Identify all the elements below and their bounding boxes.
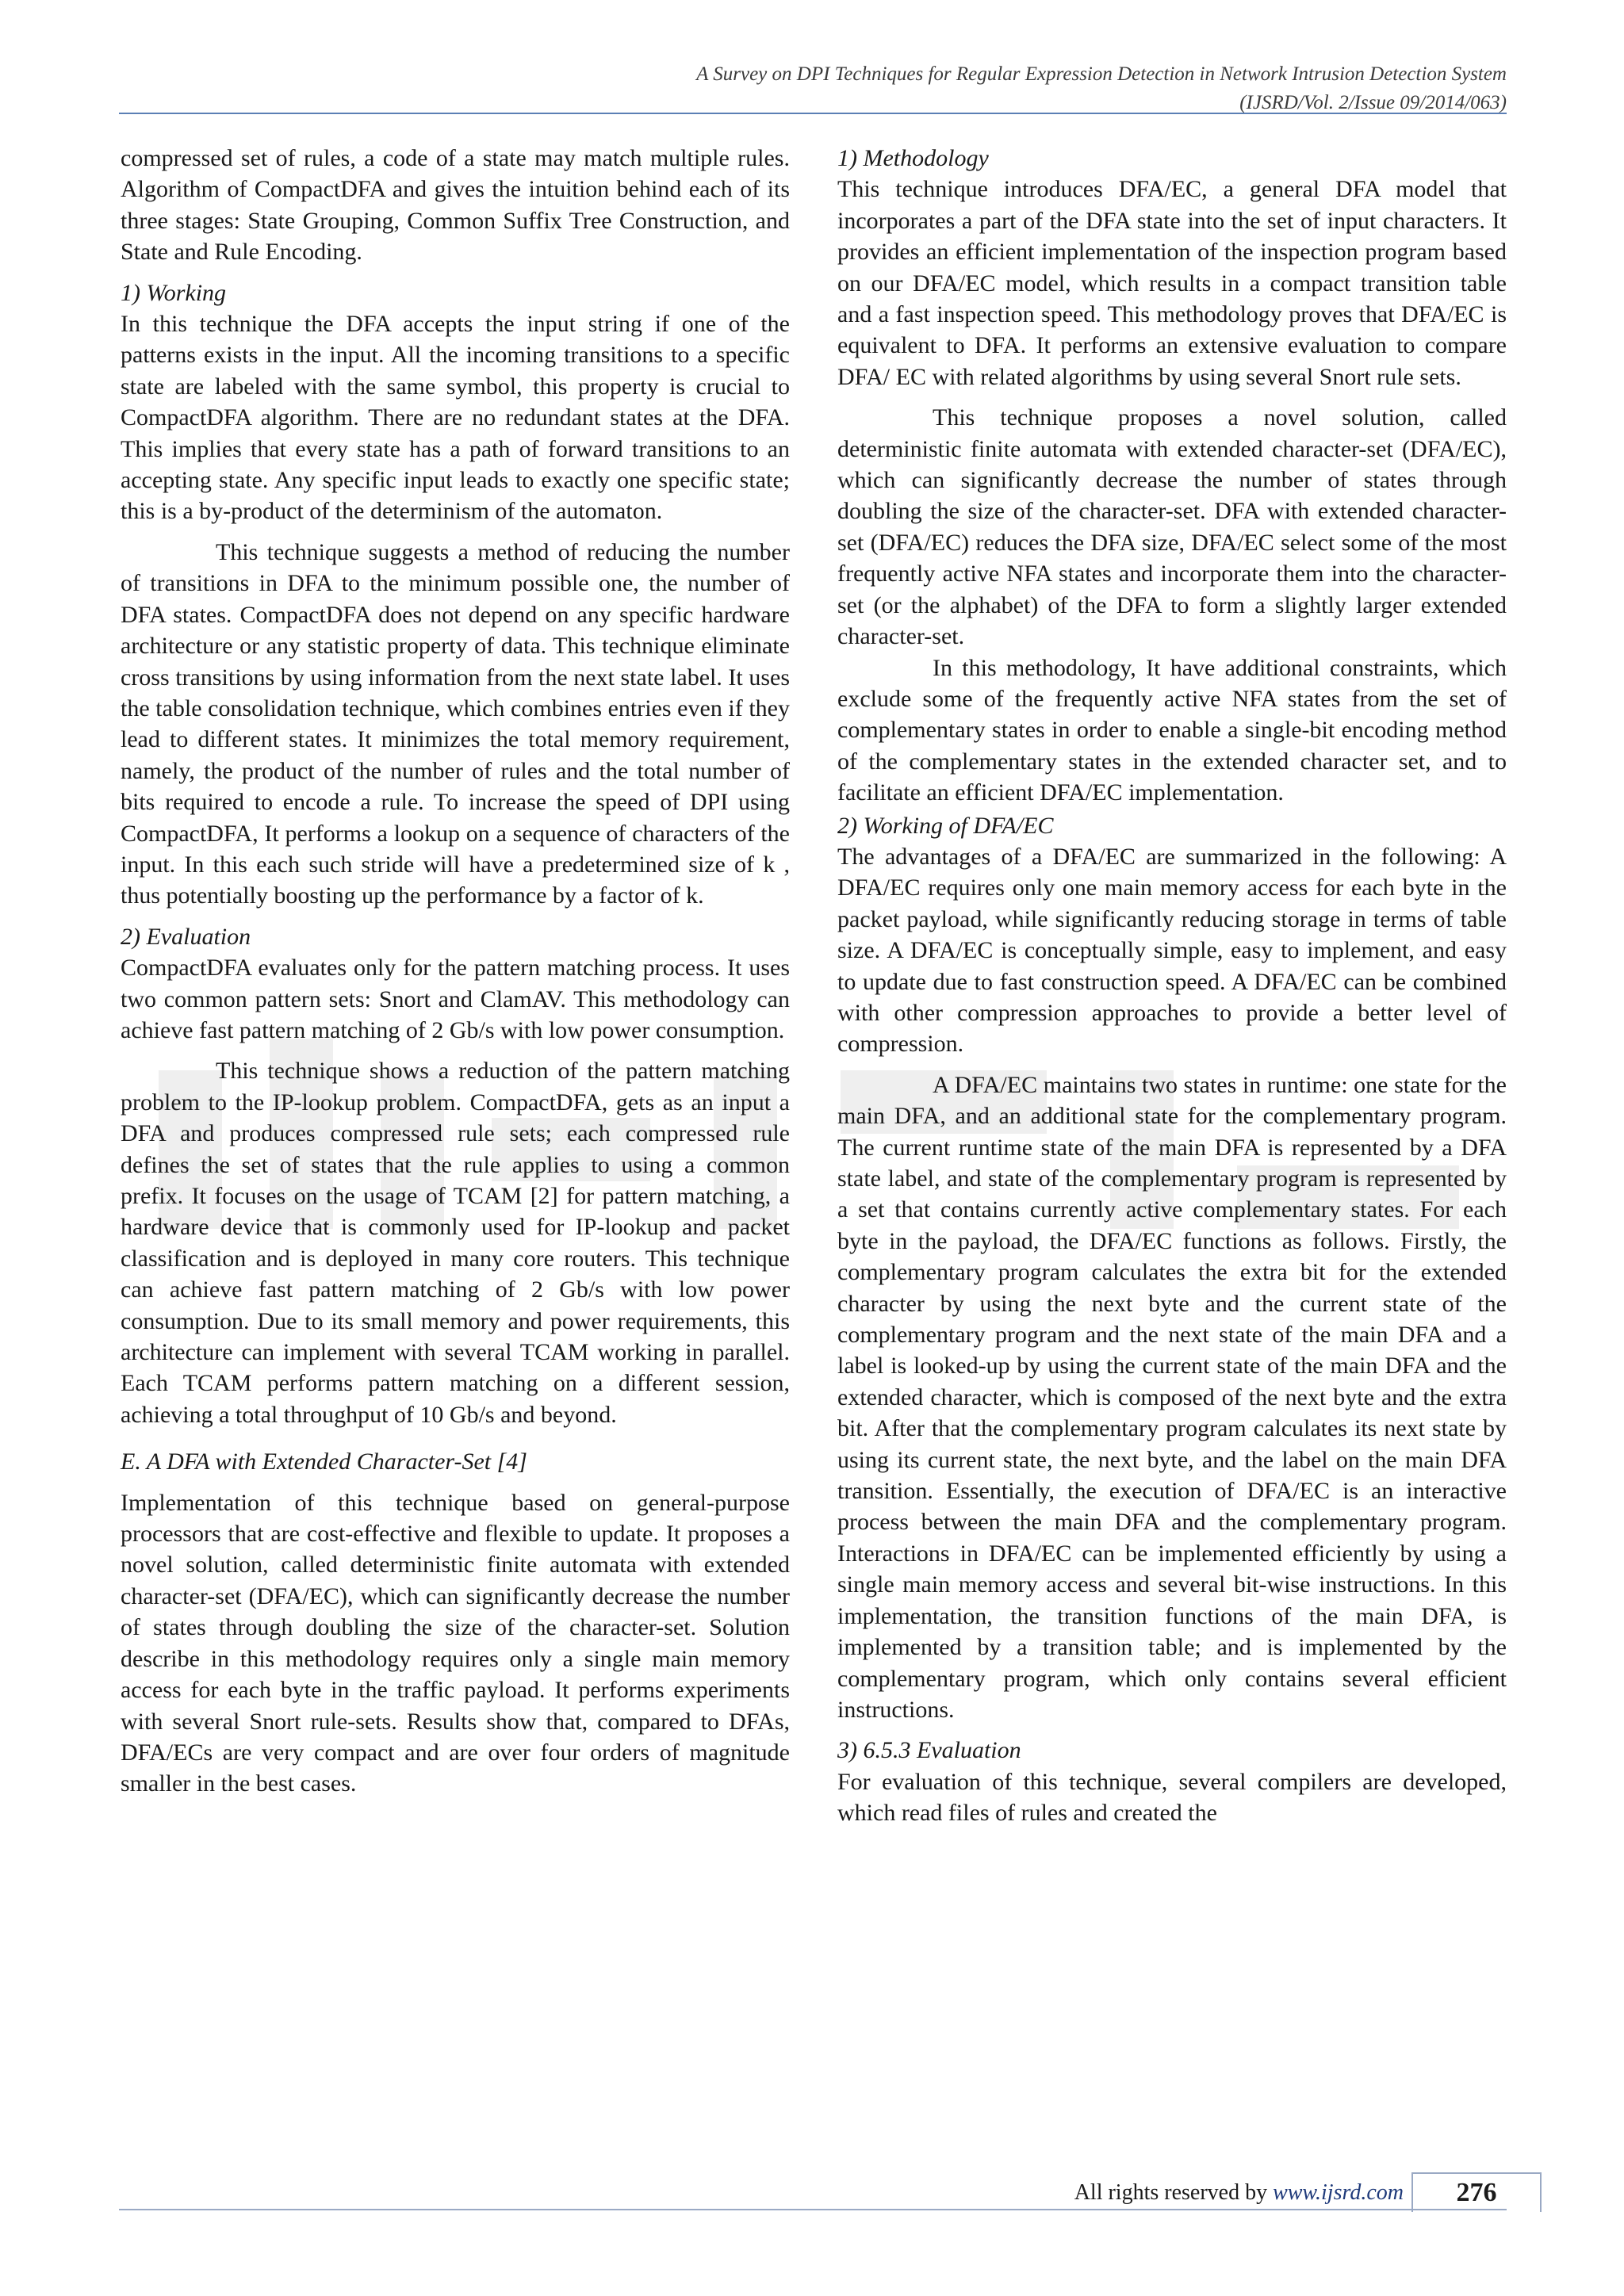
header-title: A Survey on DPI Techniques for Regular Expression Detection in Network Intrusion Detection System (696, 63, 1507, 85)
header-divider (119, 113, 1507, 114)
website-link[interactable]: www.ijsrd.com (1273, 2180, 1404, 2205)
paragraph: A DFA/EC maintains two states in runtime: one state for the main DFA, and an additional state for the complementary program. The current runtime state of the main DFA is represented by a DFA state label, and state of the complementary program is represented by a set that contains currently active complementary states. For each byte in the payload, the DFA/EC functions as follows. Firstly, the complementary program calculates the extra bit for the extended character by using the next byte and the current state of the complementary program and the next state of the main DFA and a label is looked-up by using the current state of the main DFA and the extended character, which is composed of the next byte and the extra bit. After that the complementary program calculates its next state by using its current state, the next byte, and the label on the main DFA transition. Essentially, the execution of DFA/EC is an interactive process between the main DFA and the complementary program. Interactions in DFA/EC can be implemented efficiently by using a single main memory access and several bit-wise instructions. In this implementation, the transition functions of the main DFA, is implemented by a transition table; and is implemented by the complementary program, which only contains several efficient instructions. (837, 1071, 1507, 1723)
paragraph: For evaluation of this technique, several compilers are developed, which read files of rules and created the (837, 1768, 1507, 1827)
footer-divider (119, 2209, 1507, 2210)
paragraph: compressed set of rules, a code of a state may match multiple rules. Algorithm of CompactDFA and gives the intuition behind each of its three stages: State Grouping, Common Suffix Tree Construction, and State and Rule Encoding. (121, 145, 790, 266)
paragraph: In this technique the DFA accepts the input string if one of the patterns exists in the input. All the incoming transitions to a specific state are labeled with the same symbol, this property is crucial to CompactDFA algorithm. There are no redundant states at the DFA. This implies that every state has a path of forward transitions to an accepting state. Any specific input leads to exactly one specific state; this is a by-product of the determinism of the automaton. (121, 311, 790, 525)
header-citation: (IJSRD/Vol. 2/Issue 09/2014/063) (1239, 92, 1507, 113)
subsection-heading-evaluation: 2) Evaluation (121, 923, 251, 950)
paragraph: This technique suggests a method of reducing the number of transitions in DFA to the minimum possible one, the number of DFA states. CompactDFA does not depend on any specific hardware architecture or any statistic property of data. This technique eliminate cross transitions by using information from the next state label. It uses the table consolidation technique, which combines entries even if they lead to different states. It minimizes the total memory requirement, namely, the product of the number of rules and the total number of bits required to encode a rule. To increase the speed of DPI using CompactDFA, It performs a lookup on a sequence of characters of the input. In this each such stride will have a predetermined size of k , thus potentially boosting up the performance by a factor of k. (121, 538, 790, 909)
running-header (119, 60, 1507, 117)
section-heading-dfa-ec: E. A DFA with Extended Character-Set [4] (121, 1448, 527, 1475)
left-column (121, 143, 790, 1809)
subsection-heading-working: 1) Working (121, 279, 227, 306)
paragraph: Implementation of this technique based on general-purpose processors that are cost-effective and flexible to update. It proposes a novel solution, called deterministic finite automata with extended character-set (DFA/EC), which can significantly decrease the number of states through doubling the size of the character-set. Solution describe in this methodology requires only a single main memory access for each byte in the traffic payload. It performs experiments with several Snort rule-sets. Results show that, compared to DFAs, DFA/ECs are very compact and are over four orders of magnitude smaller in the best cases. (121, 1489, 790, 1797)
footer-rights (793, 2179, 1404, 2207)
paragraph: This technique proposes a novel solution, called deterministic finite automata with extended character-set (DFA/EC), which can significantly decrease the number of states through doubling the size of the character-set. DFA with extended character-set (DFA/EC) reduces the DFA size, DFA/EC select some of the most frequently active NFA states and incorporate them into the character-set (or the alphabet) of the DFA to form a slightly larger extended character-set. (837, 404, 1507, 650)
right-column (837, 143, 1507, 1839)
paragraph: In this methodology, It have additional constraints, which exclude some of the frequently active NFA states from the set of complementary states in order to enable a single-bit encoding method of the complementary states in the extended character set, and to facilitate an efficient DFA/EC implementation. (837, 654, 1507, 806)
paragraph: This technique shows a reduction of the pattern matching problem to the IP-lookup problem. CompactDFA, gets as an input a DFA and produces compressed rule sets; each compressed rule defines the set of states that the rule applies to using a common prefix. It focuses on the usage of TCAM [2] for pattern matching, a hardware device that is commonly used for IP-lookup and packet classification and is deployed in many core routers. This technique can achieve fast pattern matching of 2 Gb/s with low power consumption. Due to its small memory and power requirements, this architecture can implement with several TCAM working in parallel. Each TCAM performs pattern matching on a different session, achieving a total throughput of 10 Gb/s and beyond. (121, 1058, 790, 1428)
rights-text: All rights reserved by (1074, 2180, 1274, 2205)
paragraph: This technique introduces DFA/EC, a general DFA model that incorporates a part of the DFA state into the set of input characters. It provides an efficient implementation of the inspection program based on our DFA/EC model, which results in a compact transition table and a fast inspection speed. This methodology proves that DFA/EC is equivalent to DFA. It performs an extensive evaluation to compare DFA/ EC with related algorithms by using several Snort rule sets. (837, 176, 1507, 390)
subsection-heading-working-dfa-ec: 2) Working of DFA/EC (837, 812, 1054, 839)
page-number: 276 (1411, 2172, 1542, 2212)
subsection-heading-methodology: 1) Methodology (837, 145, 989, 171)
paragraph: The advantages of a DFA/EC are summarized in the following: A DFA/EC requires only one main memory access for each byte in the packet payload, while significantly reducing storage in terms of table size. A DFA/EC is conceptually simple, easy to implement, and easy to update due to fast construction speed. A DFA/EC can be combined with other compression approaches to provide a better level of compression. (837, 843, 1507, 1058)
paragraph: CompactDFA evaluates only for the pattern matching process. It uses two common pattern sets: Snort and ClamAV. This methodology can achieve fast pattern matching of 2 Gb/s with low power consumption. (121, 955, 790, 1043)
subsection-heading-evaluation: 3) 6.5.3 Evaluation (837, 1737, 1021, 1764)
